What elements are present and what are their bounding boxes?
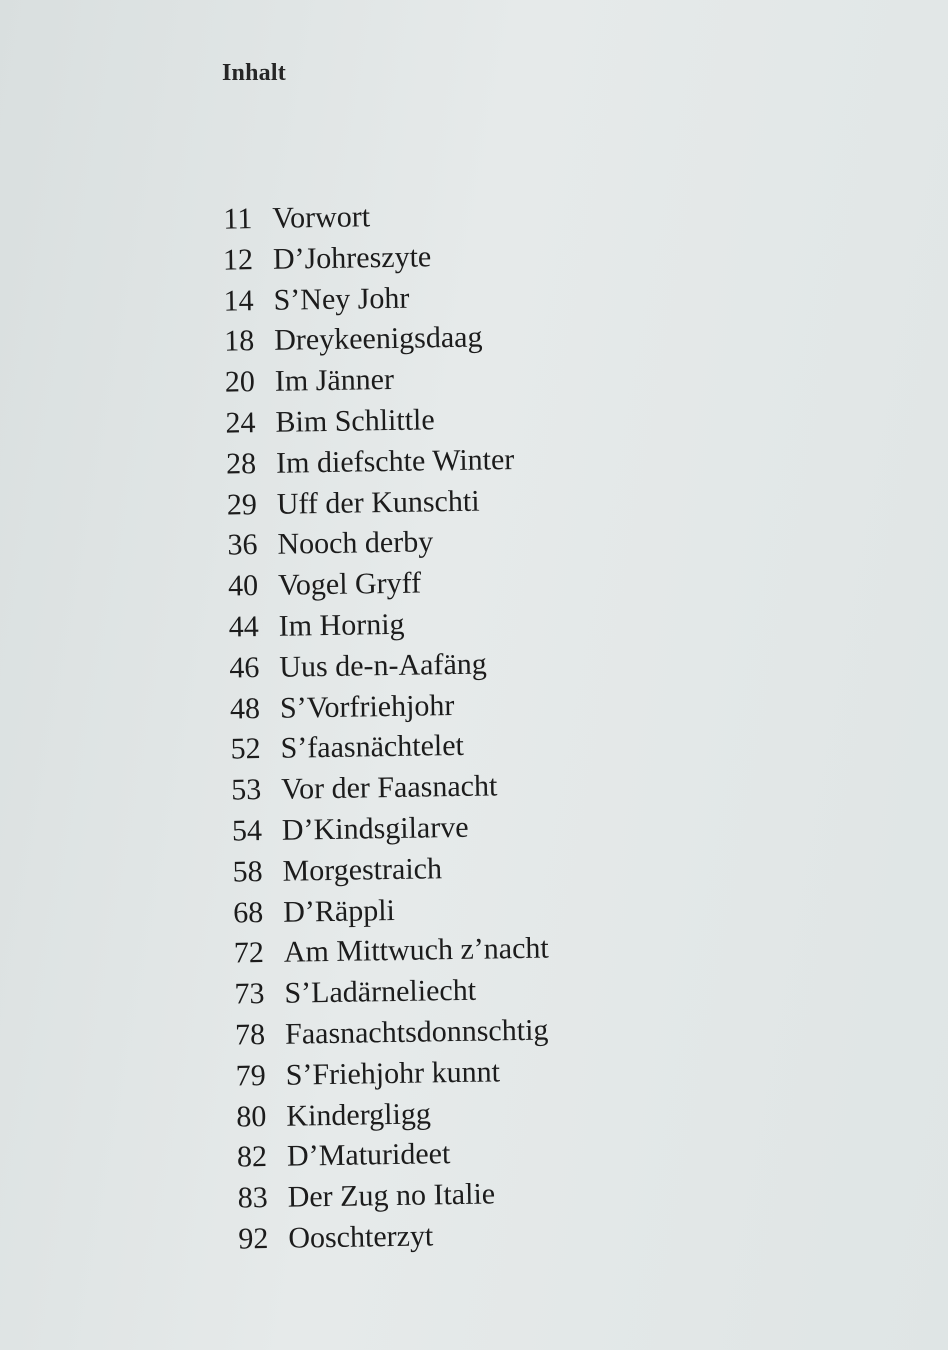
toc-entry-title: Dreykeenigsdaag	[273, 320, 483, 358]
toc-entry-title: Vogel Gryff	[277, 566, 422, 602]
toc-entry	[212, 1212, 713, 1261]
toc-page-number: 78	[234, 1017, 266, 1052]
toc-entry-title: Bim Schlittle	[275, 403, 435, 439]
toc-page-number: 68	[232, 895, 264, 930]
toc-entry-title: Faasnachtsdonnschtig	[284, 1013, 549, 1051]
toc-entry-title: Uff der Kunschti	[276, 484, 480, 521]
toc-page-number: 14	[223, 283, 254, 318]
toc-entry-title: S’Friehjohr kunnt	[285, 1055, 501, 1092]
toc-page-number: 54	[231, 813, 263, 848]
toc-entry-title: Morgestraich	[282, 851, 443, 888]
toc-entry-title: Vorwort	[272, 200, 371, 235]
toc-entry-title: Im Jänner	[274, 363, 395, 398]
toc-entry-title: Uus de-n-Aafäng	[279, 647, 488, 684]
toc-page-number: 52	[230, 732, 261, 766]
toc-page-number: 18	[223, 324, 255, 358]
toc-entry-title: Im Hornig	[278, 607, 405, 643]
toc-entry-title: Der Zug no Italie	[287, 1177, 496, 1214]
toc-page-number: 82	[236, 1140, 268, 1174]
toc-entry-title: D’Räppli	[282, 893, 396, 929]
toc-page-number: 83	[237, 1181, 268, 1215]
toc-entry-title: S’Ladärneliecht	[284, 973, 477, 1010]
toc-entry-title: D’Kindsgilarve	[281, 810, 469, 847]
toc-entry-title: S’faasnächtelet	[280, 729, 465, 766]
toc-page-number: 11	[223, 202, 253, 236]
toc-page-number: 40	[227, 569, 259, 603]
toc-page-number: 46	[229, 650, 260, 685]
toc-entry-title: D’Johreszyte	[272, 240, 432, 276]
toc-page-number: 24	[225, 406, 256, 440]
toc-page-number: 29	[226, 487, 258, 522]
toc-page-number: 72	[233, 936, 265, 970]
toc-page-number: 12	[222, 242, 254, 277]
toc-entry-title: Am Mittwuch z’nacht	[283, 931, 549, 970]
toc-page-number: 48	[229, 691, 261, 726]
toc-page-number: 28	[225, 446, 257, 481]
toc-page-number: 58	[232, 854, 263, 889]
toc-page-number: 80	[236, 1099, 267, 1134]
toc-entry-title: Nooch derby	[277, 525, 434, 562]
toc-entry-title: Vor der Faasnacht	[281, 769, 498, 806]
toc-page-number: 92	[238, 1221, 269, 1256]
toc-entry-title: S’Ney Johr	[273, 281, 410, 317]
toc-entry-title: Ooschterzyt	[288, 1219, 434, 1255]
toc-entry-title: Kindergligg	[286, 1096, 432, 1133]
table-of-contents	[196, 192, 713, 1260]
toc-page-number: 44	[228, 610, 259, 644]
page-title: Inhalt	[222, 60, 286, 86]
toc-entry-title: Im diefschte Winter	[275, 442, 515, 480]
toc-page-number: 36	[227, 528, 258, 562]
toc-page-number: 73	[234, 977, 265, 1011]
toc-page-number: 53	[231, 773, 262, 807]
toc-page-number: 79	[235, 1058, 267, 1093]
toc-entry-title: D’Maturideet	[286, 1137, 451, 1174]
toc-entry-title: S’Vorfriehjohr	[279, 688, 455, 725]
toc-page-number: 20	[224, 365, 256, 399]
